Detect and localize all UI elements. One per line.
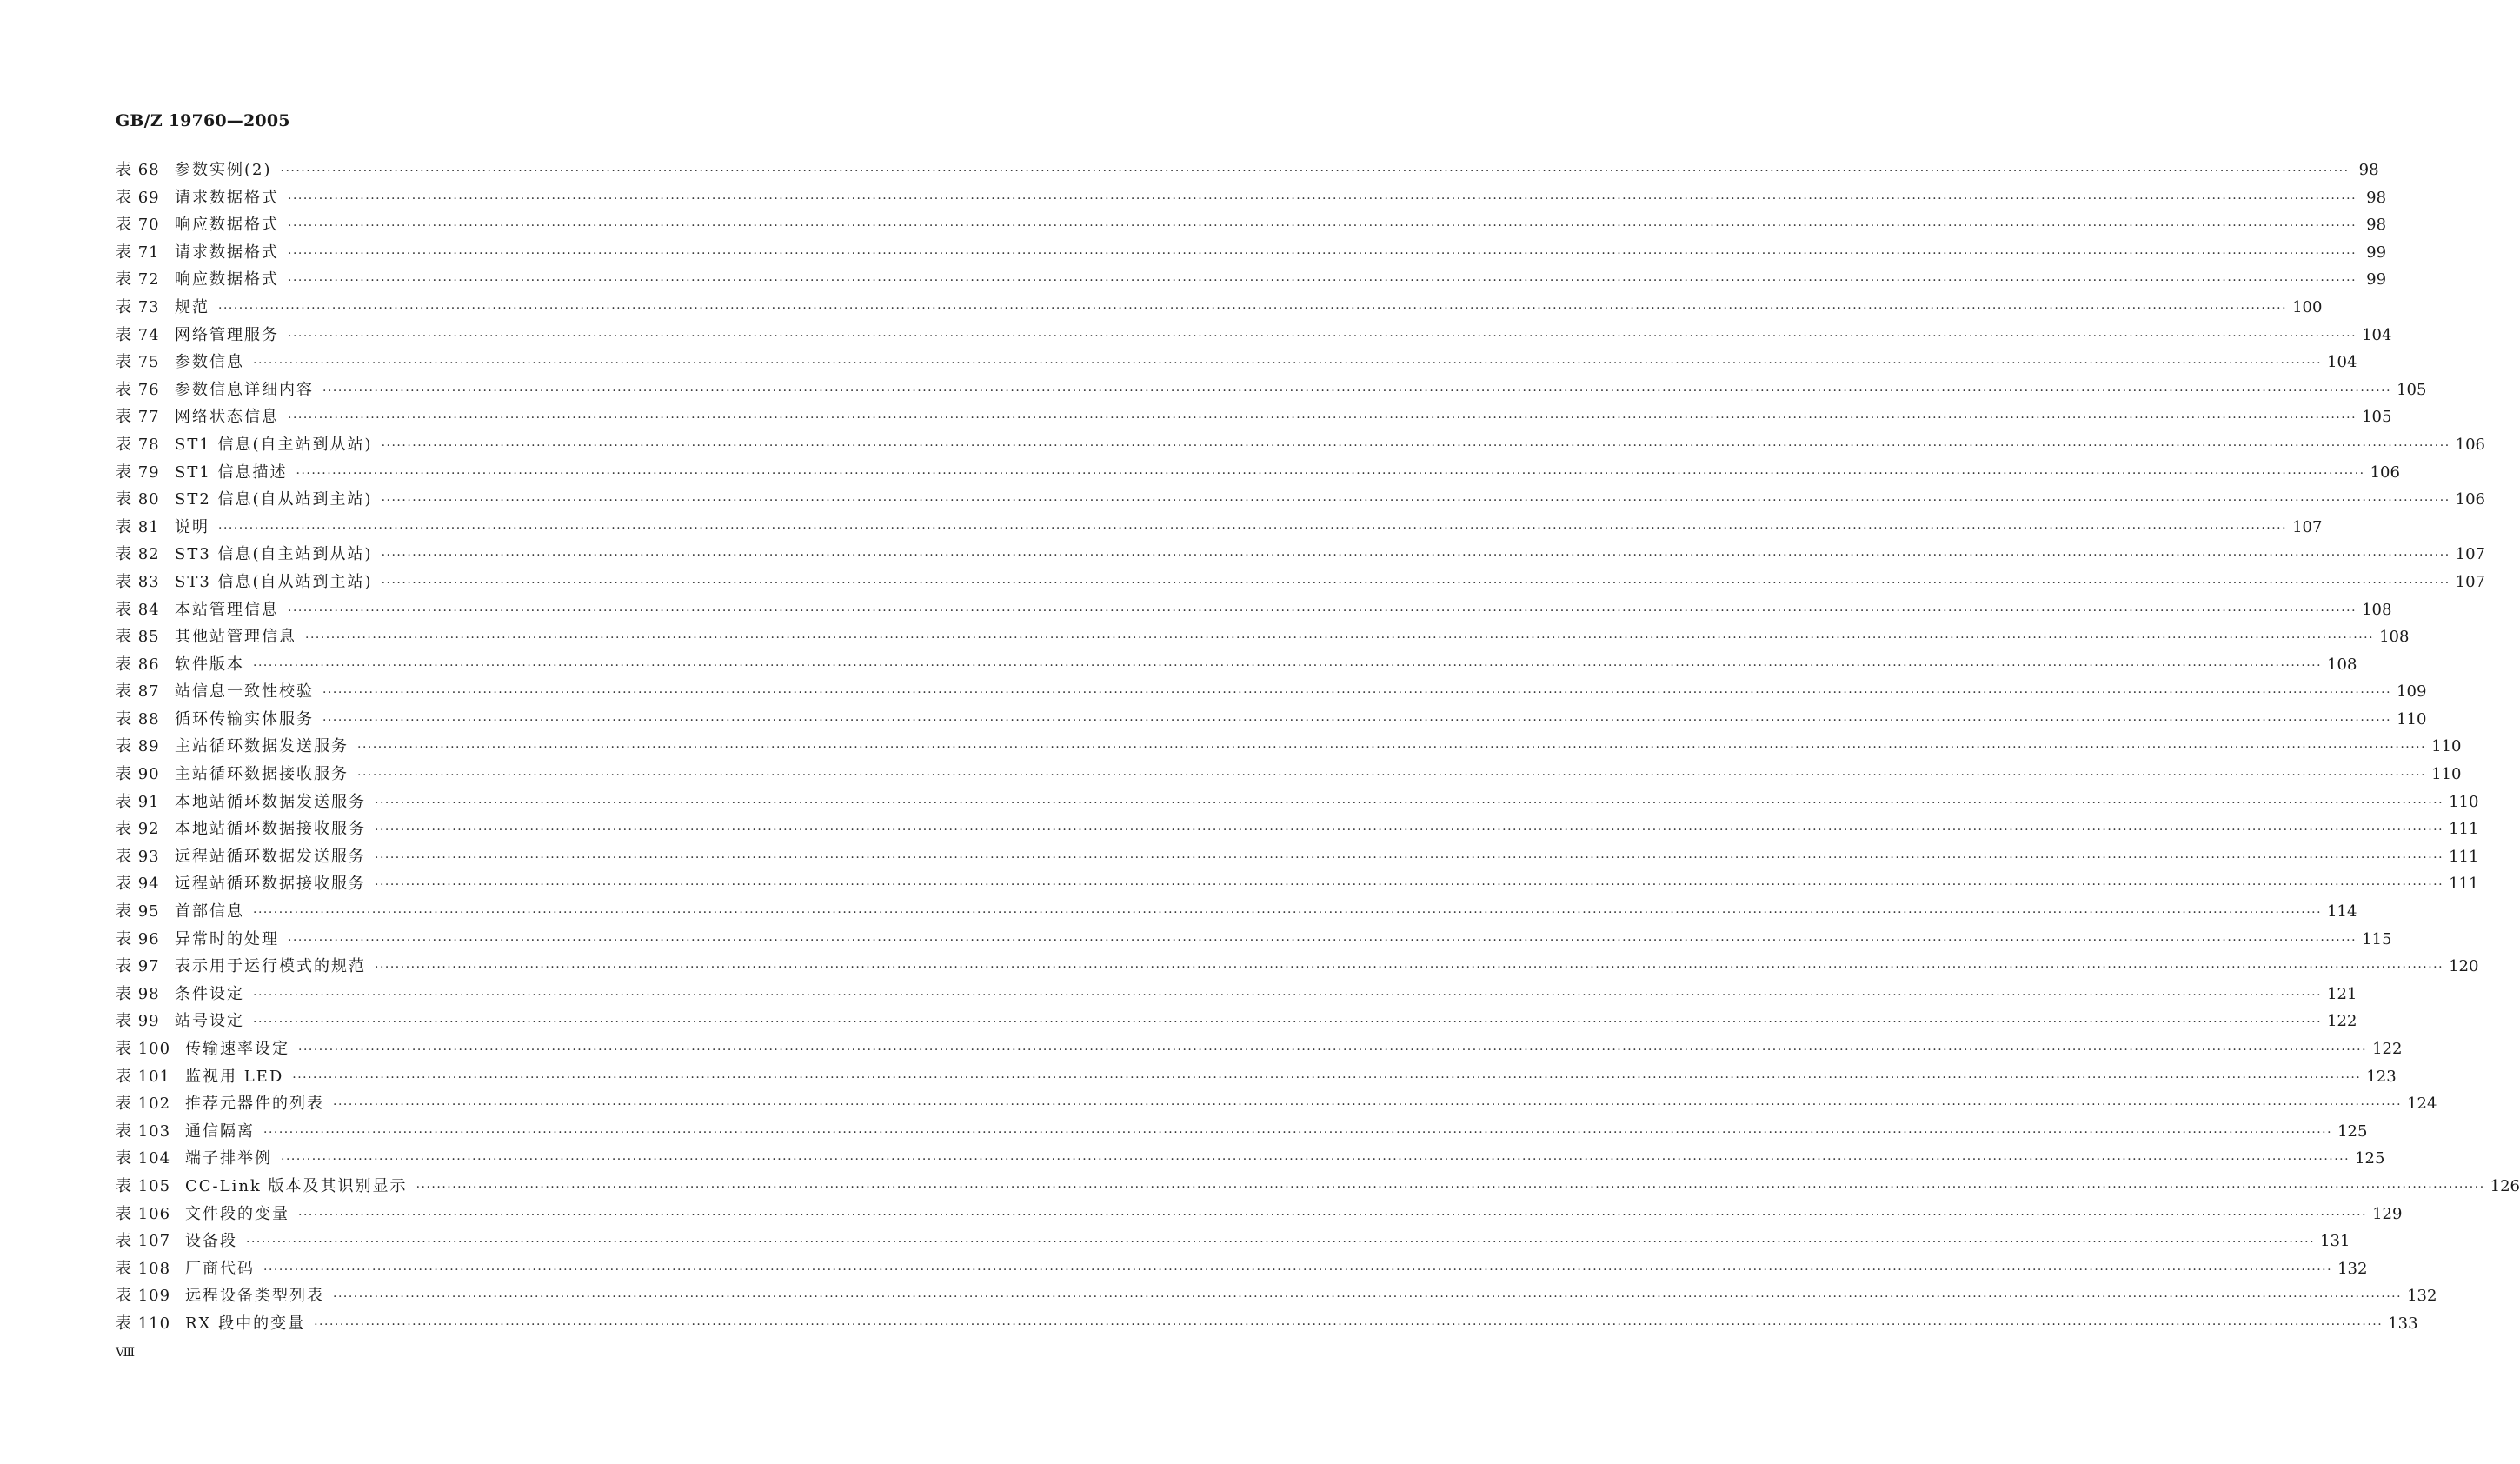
toc-entry bbox=[116, 733, 2462, 761]
toc-leader-dots: ················································································································································································································································································································································································································ bbox=[288, 603, 2357, 618]
toc-page-number: 108 bbox=[2327, 655, 2357, 674]
toc-table-number: 表 91 bbox=[116, 792, 160, 811]
toc-page-number: 99 bbox=[2366, 243, 2387, 262]
toc-page-number: 122 bbox=[2327, 1012, 2357, 1031]
toc-page-number: 120 bbox=[2449, 957, 2479, 976]
toc-table-title: 其他站管理信息 bbox=[175, 628, 296, 647]
toc-page-number: 107 bbox=[2455, 545, 2485, 564]
toc-entry bbox=[116, 870, 2479, 898]
toc-entry bbox=[116, 623, 2410, 651]
toc-leader-dots: ················································································································································································································································································································································································································ bbox=[288, 933, 2357, 948]
toc-table-title: 厂商代码 bbox=[185, 1259, 255, 1278]
toc-table-title: 设备段 bbox=[185, 1232, 237, 1251]
toc-table-number: 表 107 bbox=[116, 1232, 171, 1251]
toc-leader-dots: ················································································································································································································································································································································································································ bbox=[375, 961, 2444, 975]
toc-leader-dots: ················································································································································································································································································································································································································ bbox=[333, 1098, 2403, 1113]
toc-table-title: ST1 信息描述 bbox=[175, 462, 288, 482]
toc-table-number: 表 78 bbox=[116, 435, 160, 454]
toc-leader-dots: ················································································································································································································································································································································································································ bbox=[246, 1235, 2316, 1250]
toc-entry bbox=[116, 678, 2427, 706]
toc-table-title: 请求数据格式 bbox=[175, 188, 279, 207]
toc-table-title: 网络状态信息 bbox=[175, 408, 279, 427]
toc-leader-dots: ················································································································································································································································································································································································································ bbox=[381, 549, 2450, 563]
toc-entry bbox=[116, 156, 2379, 184]
toc-table-title: 远程站循环数据发送服务 bbox=[175, 847, 366, 866]
toc-table-title: 端子排举例 bbox=[185, 1149, 272, 1168]
toc-leader-dots: ················································································································································································································································································································································································································ bbox=[288, 191, 2357, 206]
toc-leader-dots: ················································································································································································································································································································································································································ bbox=[281, 1153, 2350, 1168]
toc-leader-dots: ················································································································································································································································································································································································································ bbox=[218, 521, 2288, 536]
toc-page-number: 105 bbox=[2397, 380, 2427, 399]
toc-leader-dots: ················································································································································································································································································································································································································ bbox=[322, 686, 2392, 701]
toc-table-title: 文件段的变量 bbox=[185, 1204, 289, 1223]
toc-entry bbox=[116, 459, 2400, 487]
toc-table-title: ST3 信息(自主站到从站) bbox=[175, 545, 373, 564]
toc-page-number: 125 bbox=[2355, 1149, 2385, 1168]
toc-page-number: 121 bbox=[2327, 984, 2357, 1003]
toc-leader-dots: ················································································································································································································································································································································································································ bbox=[253, 356, 2323, 371]
toc-page-number: 106 bbox=[2455, 490, 2485, 509]
toc-page-number: 111 bbox=[2449, 847, 2479, 866]
toc-entry bbox=[116, 569, 2485, 596]
toc-leader-dots: ················································································································································································································································································································································································································ bbox=[288, 411, 2357, 426]
toc-leader-dots: ················································································································································································································································································································································································································ bbox=[263, 1125, 2333, 1140]
toc-leader-dots: ················································································································································································································································································································································································································ bbox=[288, 219, 2357, 234]
toc-table-number: 表 86 bbox=[116, 655, 160, 674]
toc-table-number: 表 85 bbox=[116, 628, 160, 647]
toc-page-number: 110 bbox=[2449, 792, 2479, 811]
toc-table-number: 表 82 bbox=[116, 545, 160, 564]
toc-table-number: 表 100 bbox=[116, 1040, 171, 1058]
toc-table-number: 表 98 bbox=[116, 984, 160, 1003]
toc-entry bbox=[116, 953, 2479, 981]
toc-entry bbox=[116, 211, 2387, 239]
toc-page-number: 115 bbox=[2362, 929, 2392, 948]
toc-page-number: 132 bbox=[2407, 1287, 2437, 1306]
toc-leader-dots: ················································································································································································································································································································································································································ bbox=[298, 1208, 2368, 1222]
toc-table-title: CC-Link 版本及其识别显示 bbox=[185, 1176, 408, 1195]
toc-table-number: 表 105 bbox=[116, 1176, 171, 1195]
toc-page-number: 107 bbox=[2455, 572, 2485, 591]
toc-table-number: 表 94 bbox=[116, 875, 160, 894]
toc-leader-dots: ················································································································································································································································································································································································································ bbox=[333, 1290, 2403, 1305]
toc-entry bbox=[116, 706, 2427, 734]
toc-page-number: 114 bbox=[2327, 902, 2357, 922]
toc-table-number: 表 68 bbox=[116, 161, 160, 179]
page-number: Ⅷ bbox=[116, 1346, 135, 1360]
toc-page-number: 105 bbox=[2362, 408, 2392, 427]
toc-leader-dots: ················································································································································································································································································································································································································ bbox=[381, 494, 2450, 509]
toc-table-title: 参数实例(2) bbox=[175, 161, 272, 179]
toc-entry bbox=[116, 651, 2357, 679]
toc-entry bbox=[116, 294, 2323, 322]
toc-page-number: 110 bbox=[2431, 765, 2462, 784]
toc-leader-dots: ················································································································································································································································································································································································································ bbox=[375, 850, 2444, 865]
toc-page-number: 98 bbox=[2366, 216, 2387, 235]
toc-leader-dots: ················································································································································································································································································································································································································ bbox=[280, 164, 2350, 178]
toc-leader-dots: ················································································································································································································································································································································································································ bbox=[314, 1317, 2384, 1332]
toc-entry bbox=[116, 541, 2485, 569]
table-of-contents bbox=[116, 156, 2520, 1338]
toc-table-number: 表 81 bbox=[116, 517, 160, 536]
toc-table-number: 表 108 bbox=[116, 1259, 171, 1278]
toc-page-number: 98 bbox=[2358, 161, 2379, 179]
toc-table-title: 异常时的处理 bbox=[175, 929, 279, 948]
toc-table-number: 表 95 bbox=[116, 902, 160, 922]
toc-table-number: 表 87 bbox=[116, 682, 160, 702]
toc-page-number: 111 bbox=[2449, 875, 2479, 894]
toc-leader-dots: ················································································································································································································································································································································································································ bbox=[322, 713, 2392, 728]
toc-table-number: 表 79 bbox=[116, 462, 160, 482]
toc-table-number: 表 71 bbox=[116, 243, 160, 262]
toc-table-number: 表 80 bbox=[116, 490, 160, 509]
toc-leader-dots: ················································································································································································································································································································································································································ bbox=[296, 466, 2365, 481]
toc-page-number: 133 bbox=[2388, 1314, 2418, 1333]
toc-table-number: 表 72 bbox=[116, 270, 160, 289]
toc-table-number: 表 83 bbox=[116, 572, 160, 591]
toc-page-number: 125 bbox=[2337, 1121, 2368, 1141]
toc-page-number: 131 bbox=[2320, 1232, 2350, 1251]
toc-table-number: 表 104 bbox=[116, 1149, 171, 1168]
toc-page-number: 99 bbox=[2366, 270, 2387, 289]
toc-leader-dots: ················································································································································································································································································································································································································ bbox=[218, 301, 2288, 316]
toc-page-number: 107 bbox=[2292, 517, 2323, 536]
toc-page-number: 108 bbox=[2362, 600, 2392, 619]
toc-table-number: 表 92 bbox=[116, 820, 160, 839]
toc-entry bbox=[116, 514, 2323, 542]
toc-table-number: 表 101 bbox=[116, 1067, 171, 1086]
toc-table-title: 参数信息详细内容 bbox=[175, 380, 314, 399]
toc-entry bbox=[116, 761, 2462, 789]
toc-page-number: 108 bbox=[2379, 628, 2410, 647]
toc-table-number: 表 102 bbox=[116, 1095, 171, 1114]
toc-table-title: 本站管理信息 bbox=[175, 600, 279, 619]
toc-entry bbox=[116, 322, 2392, 349]
toc-leader-dots: ················································································································································································································································································································································································································ bbox=[357, 769, 2427, 783]
toc-entry bbox=[116, 1282, 2437, 1310]
toc-entry bbox=[116, 1145, 2385, 1173]
toc-table-title: 监视用 LED bbox=[185, 1067, 284, 1086]
toc-entry bbox=[116, 1035, 2403, 1063]
toc-page-number: 111 bbox=[2449, 820, 2479, 839]
toc-entry bbox=[116, 184, 2387, 212]
toc-table-title: 传输速率设定 bbox=[185, 1040, 289, 1058]
toc-table-title: 站信息一致性校验 bbox=[175, 682, 314, 702]
toc-table-title: 软件版本 bbox=[175, 655, 244, 674]
toc-page-number: 123 bbox=[2366, 1067, 2397, 1086]
toc-page-number: 122 bbox=[2372, 1040, 2403, 1058]
toc-page-number: 126 bbox=[2490, 1176, 2520, 1195]
toc-table-title: RX 段中的变量 bbox=[185, 1314, 306, 1333]
toc-page-number: 106 bbox=[2455, 435, 2485, 454]
toc-table-number: 表 90 bbox=[116, 765, 160, 784]
toc-table-number: 表 88 bbox=[116, 709, 160, 729]
toc-entry bbox=[116, 898, 2357, 926]
toc-table-number: 表 109 bbox=[116, 1287, 171, 1306]
toc-table-title: 首部信息 bbox=[175, 902, 244, 922]
toc-table-number: 表 73 bbox=[116, 297, 160, 316]
toc-entry bbox=[116, 596, 2392, 624]
toc-table-title: 网络管理服务 bbox=[175, 325, 279, 344]
toc-table-number: 表 97 bbox=[116, 957, 160, 976]
toc-entry bbox=[116, 1090, 2437, 1118]
toc-entry bbox=[116, 403, 2392, 431]
toc-leader-dots: ················································································································································································································································································································································································································ bbox=[305, 631, 2375, 646]
toc-table-title: ST2 信息(自从站到主站) bbox=[175, 490, 373, 509]
toc-table-title: 站号设定 bbox=[175, 1012, 244, 1031]
toc-table-title: ST3 信息(自从站到主站) bbox=[175, 572, 373, 591]
toc-table-number: 表 106 bbox=[116, 1204, 171, 1223]
toc-entry bbox=[116, 843, 2479, 871]
toc-entry bbox=[116, 1063, 2397, 1091]
toc-page-number: 104 bbox=[2327, 353, 2357, 372]
toc-entry bbox=[116, 349, 2357, 376]
toc-entry bbox=[116, 239, 2387, 267]
toc-table-number: 表 93 bbox=[116, 847, 160, 866]
toc-page-number: 104 bbox=[2362, 325, 2392, 344]
toc-table-title: 响应数据格式 bbox=[175, 270, 279, 289]
toc-leader-dots: ················································································································································································································································································································································································································ bbox=[416, 1180, 2485, 1194]
toc-table-number: 表 75 bbox=[116, 353, 160, 372]
toc-page-number: 106 bbox=[2370, 462, 2400, 482]
toc-entry bbox=[116, 1118, 2368, 1146]
toc-leader-dots: ················································································································································································································································································································································································································ bbox=[288, 274, 2357, 289]
toc-entry bbox=[116, 376, 2427, 404]
toc-table-title: ST1 信息(自主站到从站) bbox=[175, 435, 373, 454]
toc-table-number: 表 99 bbox=[116, 1012, 160, 1031]
toc-leader-dots: ················································································································································································································································································································································································································ bbox=[263, 1262, 2333, 1277]
toc-table-title: 本地站循环数据发送服务 bbox=[175, 792, 366, 811]
document-code: GB/Z 19760—2005 bbox=[116, 111, 290, 130]
toc-leader-dots: ················································································································································································································································································································································································································ bbox=[253, 1015, 2323, 1030]
toc-leader-dots: ················································································································································································································································································································································································································ bbox=[375, 878, 2444, 893]
toc-entry bbox=[116, 1173, 2520, 1201]
toc-page-number: 132 bbox=[2337, 1259, 2368, 1278]
toc-table-title: 响应数据格式 bbox=[175, 216, 279, 235]
toc-table-title: 请求数据格式 bbox=[175, 243, 279, 262]
toc-leader-dots: ················································································································································································································································································································································································································ bbox=[298, 1043, 2368, 1057]
toc-entry bbox=[116, 926, 2392, 954]
toc-table-title: 主站循环数据发送服务 bbox=[175, 737, 349, 756]
toc-table-title: 参数信息 bbox=[175, 353, 244, 372]
toc-page-number: 100 bbox=[2292, 297, 2323, 316]
toc-page-number: 109 bbox=[2397, 682, 2427, 702]
toc-entry bbox=[116, 266, 2387, 294]
toc-table-title: 表示用于运行模式的规范 bbox=[175, 957, 366, 976]
toc-page-number: 110 bbox=[2397, 709, 2427, 729]
toc-table-title: 主站循环数据接收服务 bbox=[175, 765, 349, 784]
toc-table-number: 表 84 bbox=[116, 600, 160, 619]
toc-leader-dots: ················································································································································································································································································································································································································ bbox=[381, 576, 2450, 590]
toc-table-title: 推荐元器件的列表 bbox=[185, 1095, 324, 1114]
toc-entry bbox=[116, 815, 2479, 843]
toc-page-number: 124 bbox=[2407, 1095, 2437, 1114]
toc-leader-dots: ················································································································································································································································································································································································································ bbox=[375, 823, 2444, 838]
toc-entry bbox=[116, 789, 2479, 816]
toc-entry bbox=[116, 1008, 2357, 1035]
toc-leader-dots: ················································································································································································································································································································································································································ bbox=[375, 795, 2444, 810]
toc-table-number: 表 89 bbox=[116, 737, 160, 756]
toc-leader-dots: ················································································································································································································································································································································································································ bbox=[357, 741, 2427, 755]
toc-table-number: 表 110 bbox=[116, 1314, 171, 1333]
toc-table-title: 条件设定 bbox=[175, 984, 244, 1003]
toc-table-number: 表 70 bbox=[116, 216, 160, 235]
toc-table-number: 表 77 bbox=[116, 408, 160, 427]
toc-table-number: 表 96 bbox=[116, 929, 160, 948]
toc-entry bbox=[116, 486, 2485, 514]
toc-table-number: 表 69 bbox=[116, 188, 160, 207]
toc-leader-dots: ················································································································································································································································································································································································································ bbox=[253, 658, 2323, 673]
toc-leader-dots: ················································································································································································································································································································································································································ bbox=[322, 383, 2392, 398]
toc-leader-dots: ················································································································································································································································································································································································································ bbox=[253, 988, 2323, 1002]
toc-entry bbox=[116, 981, 2357, 1008]
toc-entry bbox=[116, 431, 2485, 459]
toc-leader-dots: ················································································································································································································································································································································································································ bbox=[292, 1070, 2362, 1085]
toc-table-title: 规范 bbox=[175, 297, 209, 316]
toc-table-title: 远程站循环数据接收服务 bbox=[175, 875, 366, 894]
toc-leader-dots: ················································································································································································································································································································································································································ bbox=[288, 246, 2357, 261]
toc-leader-dots: ················································································································································································································································································································································································································ bbox=[381, 438, 2450, 453]
toc-table-title: 循环传输实体服务 bbox=[175, 709, 314, 729]
toc-table-number: 表 103 bbox=[116, 1121, 171, 1141]
toc-leader-dots: ················································································································································································································································································································································································································ bbox=[253, 906, 2323, 921]
toc-table-title: 远程设备类型列表 bbox=[185, 1287, 324, 1306]
toc-table-title: 通信隔离 bbox=[185, 1121, 255, 1141]
toc-leader-dots: ················································································································································································································································································································································································································ bbox=[288, 329, 2357, 343]
toc-entry bbox=[116, 1228, 2350, 1255]
toc-entry bbox=[116, 1255, 2368, 1283]
toc-table-number: 表 76 bbox=[116, 380, 160, 399]
toc-page-number: 98 bbox=[2366, 188, 2387, 207]
toc-table-title: 说明 bbox=[175, 517, 209, 536]
toc-page-number: 110 bbox=[2431, 737, 2462, 756]
toc-entry bbox=[116, 1310, 2418, 1338]
toc-table-title: 本地站循环数据接收服务 bbox=[175, 820, 366, 839]
toc-entry bbox=[116, 1201, 2403, 1228]
toc-table-number: 表 74 bbox=[116, 325, 160, 344]
toc-page-number: 129 bbox=[2372, 1204, 2403, 1223]
